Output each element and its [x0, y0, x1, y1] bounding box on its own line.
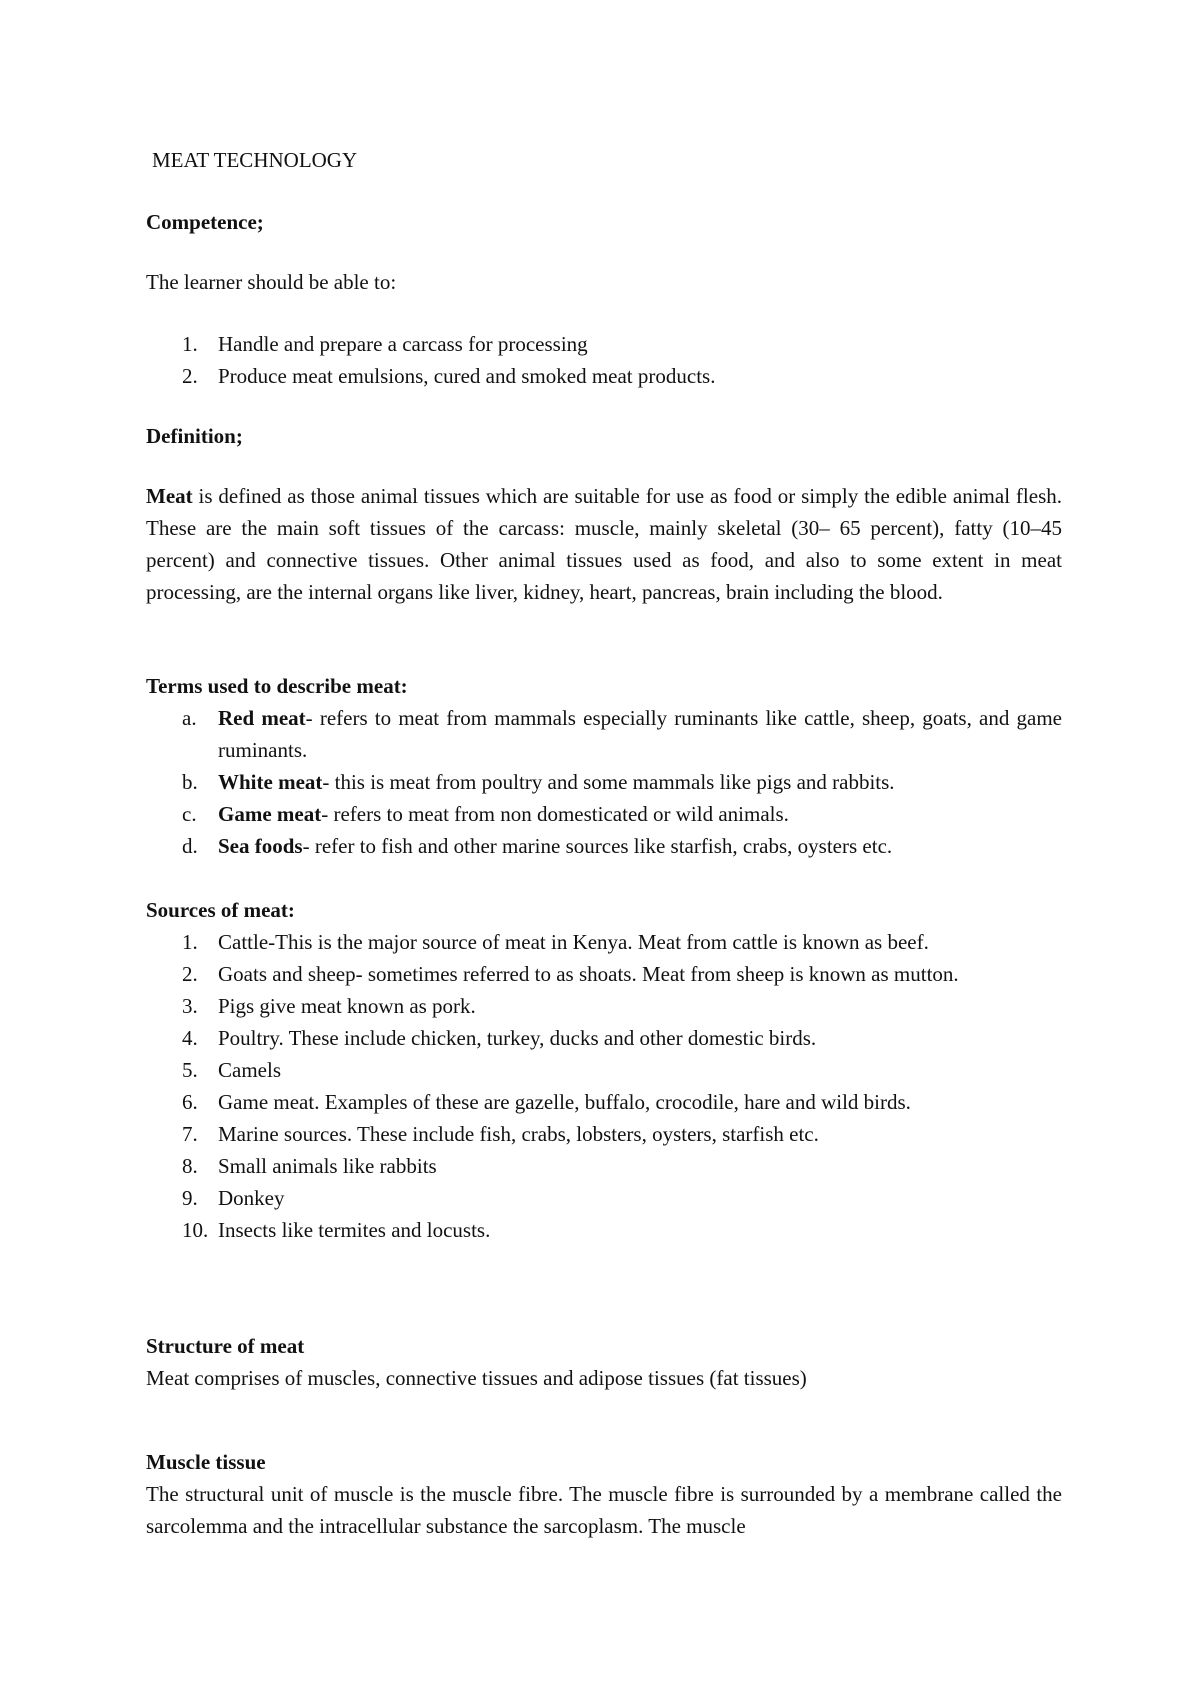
- list-item: 4. Poultry. These include chicken, turkey, ducks and other domestic birds.: [182, 1026, 817, 1050]
- list-item: 1. Handle and prepare a carcass for processing: [182, 332, 588, 356]
- list-item: 7. Marine sources. These include fish, crabs, lobsters, oysters, starfish etc.: [182, 1122, 819, 1146]
- list-item: a. Red meat- refers to meat from mammals especially ruminants like cattle, sheep, goats, and game ruminants.: [182, 706, 1062, 762]
- structure-heading: Structure of meat: [146, 1334, 305, 1358]
- definition-heading: Definition;: [146, 424, 243, 448]
- competence-heading: Competence;: [146, 210, 264, 234]
- list-item: 5. Camels: [182, 1058, 281, 1082]
- list-item: 1. Cattle-This is the major source of meat in Kenya. Meat from cattle is known as beef.: [182, 930, 929, 954]
- definition-paragraph: [146, 480, 1062, 608]
- list-item: c. Game meat- refers to meat from non domesticated or wild animals.: [182, 802, 789, 826]
- list-item: 9. Donkey: [182, 1186, 285, 1210]
- list-item: b. White meat- this is meat from poultry and some mammals like pigs and rabbits.: [182, 770, 895, 794]
- list-item: 2. Produce meat emulsions, cured and smoked meat products.: [182, 364, 716, 388]
- structure-text: Meat comprises of muscles, connective tissues and adipose tissues (fat tissues): [146, 1366, 807, 1390]
- definition-text: is defined as those animal tissues which are suitable for use as food or simply the edible animal flesh. These are the main soft tissues of the carcass: muscle, mainly skeletal (30– 65 percent), fatty (10–45 percent) and connective tissues. Other animal tissues used as food, and also to some extent in meat processing, are the internal organs like liver, kidney, heart, pancreas, brain including the blood.: [146, 484, 1062, 604]
- list-item: 8. Small animals like rabbits: [182, 1154, 437, 1178]
- sources-list: [146, 926, 1062, 1246]
- page-title: MEAT TECHNOLOGY: [152, 148, 358, 172]
- list-item: 3. Pigs give meat known as pork.: [182, 994, 476, 1018]
- sources-heading: Sources of meat:: [146, 898, 295, 922]
- list-item: 2. Goats and sheep- sometimes referred to as shoats. Meat from sheep is known as mutton.: [182, 962, 959, 986]
- list-item: 6. Game meat. Examples of these are gazelle, buffalo, crocodile, hare and wild birds.: [182, 1090, 911, 1114]
- terms-list: [146, 702, 1062, 862]
- terms-heading: Terms used to describe meat:: [146, 674, 408, 698]
- list-item: 10. Insects like termites and locusts.: [182, 1218, 491, 1242]
- definition-term: Meat: [146, 484, 193, 508]
- competence-list: [146, 328, 1062, 392]
- muscle-text: The structural unit of muscle is the muscle fibre. The muscle fibre is surrounded by a membrane called the sarcolemma and the intracellular substance the sarcoplasm. The muscle: [146, 1482, 1062, 1538]
- muscle-heading: Muscle tissue: [146, 1450, 266, 1474]
- list-item: d. Sea foods- refer to fish and other marine sources like starfish, crabs, oysters etc.: [182, 834, 893, 858]
- competence-intro: The learner should be able to:: [146, 270, 397, 294]
